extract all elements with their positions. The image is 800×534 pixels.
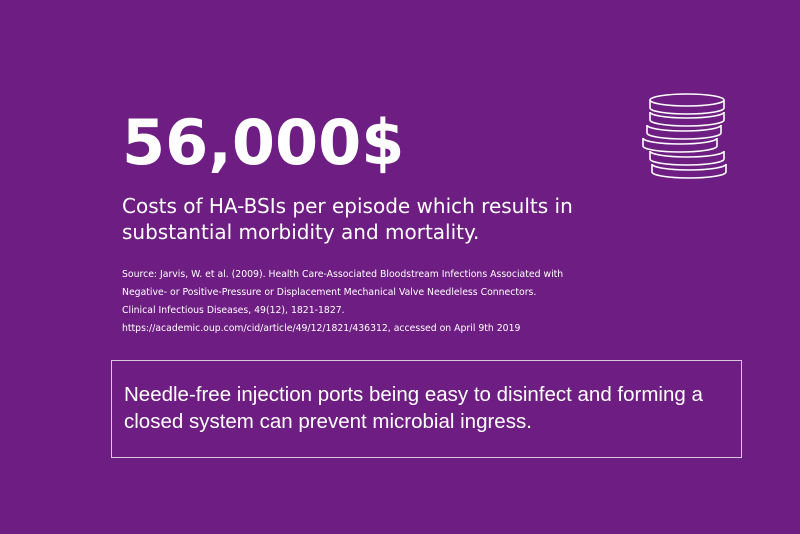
callout-text: Needle-free injection ports being easy to disinfect and forming a closed system can prevent microbial ingress.: [124, 383, 703, 433]
source-line: Negative- or Positive-Pressure or Displacement Mechanical Valve Needleless Connectors.: [122, 287, 537, 298]
stat-description: Costs of HA-BSIs per episode which results in substantial morbidity and mortality.: [122, 194, 573, 244]
coin-stack-icon: [640, 90, 732, 190]
callout-box: [111, 360, 742, 458]
stat-value: 56,000$: [122, 106, 405, 179]
source-line: Source: Jarvis, W. et al. (2009). Health Care-Associated Bloodstream Infections Associated with: [122, 269, 564, 280]
source-line: https://academic.oup.com/cid/article/49/12/1821/436312, accessed on April 9th 2019: [122, 323, 521, 334]
source-line: Clinical Infectious Diseases, 49(12), 1821-1827.: [122, 305, 345, 316]
source-citation: [122, 266, 563, 338]
